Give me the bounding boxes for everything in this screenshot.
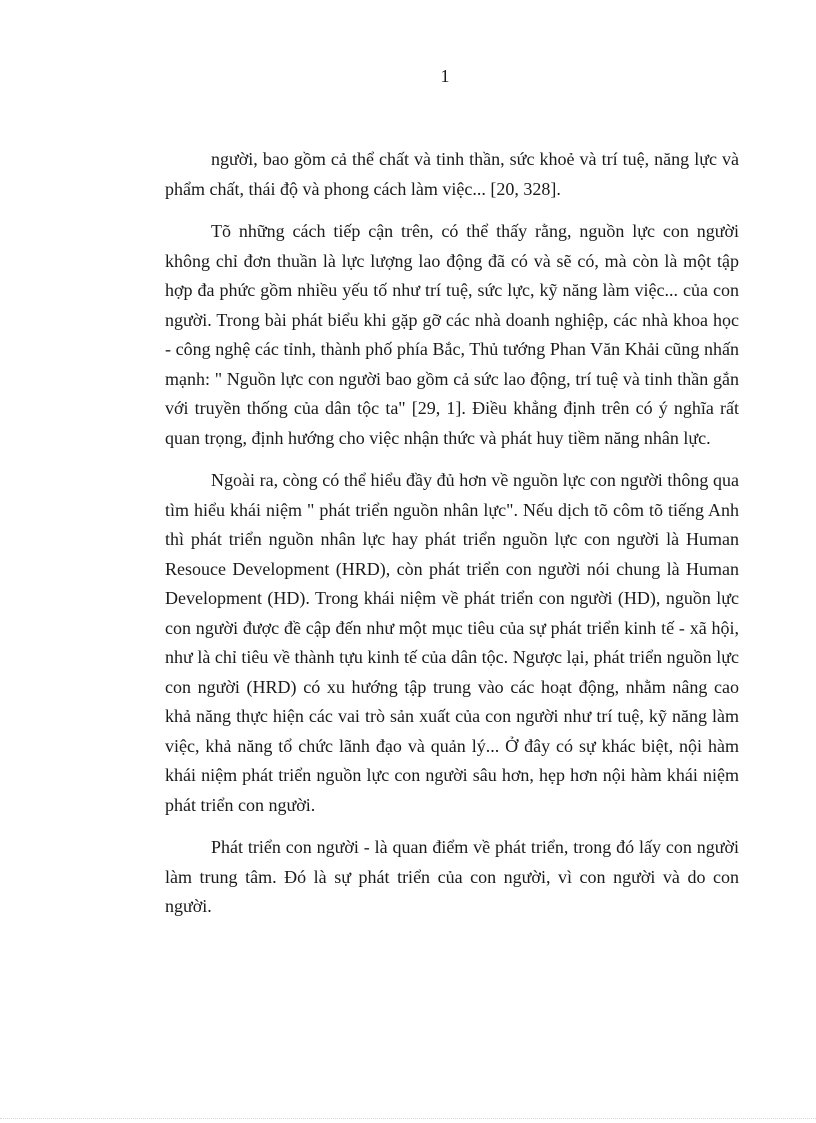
- page-number: 1: [440, 66, 450, 86]
- paragraph-1: người, bao gồm cả thể chất và tinh thần, sức khoẻ và trí tuệ, năng lực và phẩm chất, thái độ và phong cách làm việc... [20, 328].: [165, 149, 739, 199]
- paragraph-2: Tõ những cách tiếp cận trên, có thể thấy rằng, nguồn lực con người không chỉ đơn thuần là lực lượng lao động đã có và sẽ có, mà còn là một tập hợp đa phức gồm nhiều yếu tố như trí tuệ, sức lực, kỹ năng làm việc... của con người. Trong bài phát biểu khi gặp gỡ các nhà doanh nghiệp, các nhà khoa học - công nghệ các tỉnh, thành phố phía Bắc, Thủ tướng Phan Văn Khải cũng nhấn mạnh: " Nguồn lực con người bao gồm cả sức lao động, trí tuệ và tinh thần gắn với truyền thống của dân tộc ta" [29, 1]. Điều khẳng định trên có ý nghĩa rất quan trọng, định hướng cho việc nhận thức và phát huy tiềm năng nhân lực.: [165, 221, 739, 448]
- paragraph-3: Ngoài ra, còng có thể hiểu đầy đủ hơn về nguồn lực con người thông qua tìm hiểu khái niệm " phát triển nguồn nhân lực". Nếu dịch tõ côm tõ tiếng Anh thì phát triển nguồn nhân lực hay phát triển nguồn lực con người là Human Resouce Development (HRD), còn phát triển con người nói chung là Human Development (HD). Trong khái niệm về phát triển con người (HD), nguồn lực con người được đề cập đến như một mục tiêu của sự phát triển kinh tế - xã hội, như là chỉ tiêu về thành tựu kinh tế của dân tộc. Ngược lại, phát triển nguồn lực con người (HRD) có xu hướng tập trung vào các hoạt động, nhằm nâng cao khả năng thực hiện các vai trò sản xuất của con người như trí tuệ, kỹ năng làm việc, khả năng tổ chức lãnh đạo và quản lý... Ở đây có sự khác biệt, nội hàm khái niệm phát triển nguồn lực con người sâu hơn, hẹp hơn nội hàm khái niệm phát triển con người.: [165, 470, 739, 815]
- footer-divider: [0, 1118, 816, 1119]
- body-text: [165, 145, 739, 922]
- paragraph-4: Phát triển con người - là quan điểm về phát triển, trong đó lấy con người làm trung tâm. Đó là sự phát triển của con người, vì con người và do con người.: [165, 837, 739, 916]
